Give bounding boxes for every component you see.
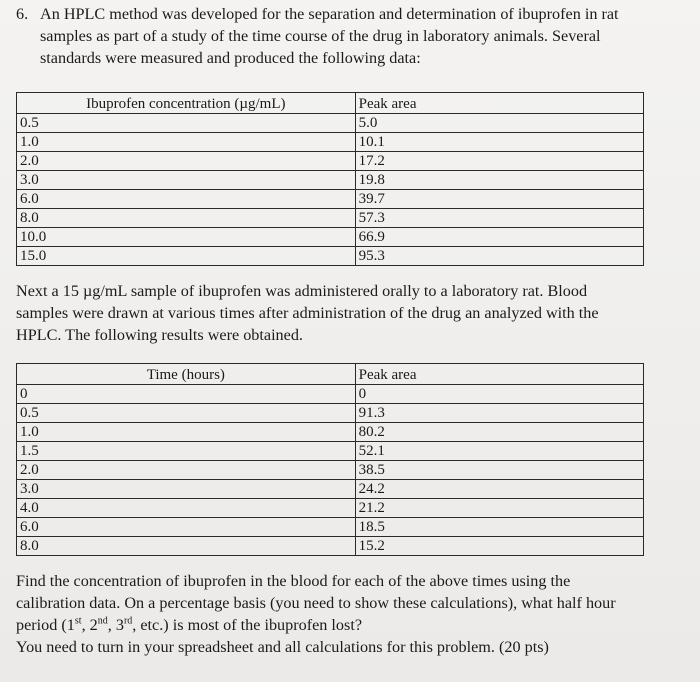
- calibration-row: [17, 228, 644, 247]
- calibration-cell-x: 10.0: [17, 228, 356, 247]
- calibration-cell-x: 8.0: [17, 209, 356, 228]
- ordinal-suffix-2: nd: [97, 615, 108, 627]
- time-table: [16, 363, 644, 556]
- calibration-row: [17, 247, 644, 266]
- final-paragraph: [16, 570, 686, 658]
- calibration-table: [16, 92, 644, 266]
- time-cell-peak-area: 52.1: [355, 442, 643, 461]
- final-line-4: You need to turn in your spreadsheet and all calculations for this problem. (20 pts): [16, 638, 549, 656]
- time-header-hours: Time (hours): [17, 364, 356, 385]
- time-row: [17, 404, 644, 423]
- time-cell-peak-area: 24.2: [355, 480, 643, 499]
- time-cell-peak-area: 80.2: [355, 423, 643, 442]
- calibration-cell-x: 3.0: [17, 171, 356, 190]
- time-cell-x: 8.0: [17, 537, 356, 556]
- time-header-row: [17, 364, 644, 385]
- final-line-1: Find the concentration of ibuprofen in the blood for each of the above times using the: [16, 572, 571, 590]
- time-header-peak-area: Peak area: [355, 364, 643, 385]
- calibration-table-body: [17, 93, 644, 266]
- time-row: [17, 518, 644, 537]
- calibration-cell-peak-area: 10.1: [355, 133, 643, 152]
- intro-line-1: An HPLC method was developed for the separation and determination of ibuprofen in rat: [40, 5, 619, 23]
- final-line-3-part-b: , 2: [81, 616, 98, 634]
- final-line-3: [16, 616, 362, 634]
- time-cell-peak-area: 15.2: [355, 537, 643, 556]
- calibration-cell-x: 0.5: [17, 114, 356, 133]
- calibration-cell-x: 6.0: [17, 190, 356, 209]
- time-cell-peak-area: 91.3: [355, 404, 643, 423]
- calibration-cell-peak-area: 5.0: [355, 114, 643, 133]
- time-cell-peak-area: 38.5: [355, 461, 643, 480]
- time-cell-x: 1.5: [17, 442, 356, 461]
- time-row: [17, 480, 644, 499]
- calibration-cell-peak-area: 19.8: [355, 171, 643, 190]
- time-cell-peak-area: 18.5: [355, 518, 643, 537]
- calibration-row: [17, 114, 644, 133]
- time-row: [17, 461, 644, 480]
- calibration-cell-x: 1.0: [17, 133, 356, 152]
- time-cell-x: 2.0: [17, 461, 356, 480]
- calibration-cell-peak-area: 66.9: [355, 228, 643, 247]
- calibration-header-row: [17, 93, 644, 114]
- time-cell-x: 4.0: [17, 499, 356, 518]
- time-row: [17, 537, 644, 556]
- calibration-cell-peak-area: 57.3: [355, 209, 643, 228]
- final-line-3-part-c: , 3: [107, 616, 124, 634]
- ordinal-suffix-1: st: [74, 615, 82, 627]
- calibration-cell-peak-area: 17.2: [355, 152, 643, 171]
- calibration-row: [17, 171, 644, 190]
- intro-line-2: samples as part of a study of the time course of the drug in laboratory animals. Several: [40, 27, 601, 45]
- time-row: [17, 499, 644, 518]
- calibration-cell-x: 15.0: [17, 247, 356, 266]
- time-cell-peak-area: 21.2: [355, 499, 643, 518]
- calibration-cell-x: 2.0: [17, 152, 356, 171]
- calibration-row: [17, 190, 644, 209]
- time-cell-x: 3.0: [17, 480, 356, 499]
- time-row: [17, 442, 644, 461]
- calibration-cell-peak-area: 39.7: [355, 190, 643, 209]
- time-table-body: [17, 364, 644, 556]
- time-row: [17, 385, 644, 404]
- time-cell-x: 0: [17, 385, 356, 404]
- problem-number: 6.: [16, 5, 29, 23]
- calibration-header-concentration: Ibuprofen concentration (µg/mL): [17, 93, 356, 114]
- time-cell-x: 1.0: [17, 423, 356, 442]
- final-line-2: calibration data. On a percentage basis (you need to show these calculations), what half hour: [16, 594, 616, 612]
- intro-line-3: standards were measured and produced the following data:: [40, 49, 421, 67]
- time-cell-peak-area: 0: [355, 385, 643, 404]
- ordinal-suffix-3: rd: [123, 615, 133, 627]
- final-line-3-part-d: , etc.) is most of the ibuprofen lost?: [132, 616, 363, 634]
- middle-line-1: Next a 15 µg/mL sample of ibuprofen was administered orally to a laboratory rat. Blood: [16, 282, 588, 300]
- middle-line-3: HPLC. The following results were obtained.: [16, 326, 303, 344]
- time-row: [17, 423, 644, 442]
- problem-intro: [16, 3, 686, 69]
- middle-paragraph: [16, 280, 686, 346]
- time-cell-x: 6.0: [17, 518, 356, 537]
- calibration-row: [17, 209, 644, 228]
- calibration-row: [17, 133, 644, 152]
- final-line-3-part-a: period (1: [16, 616, 75, 634]
- calibration-row: [17, 152, 644, 171]
- middle-line-2: samples were drawn at various times after administration of the drug an analyzed with the: [16, 304, 599, 322]
- calibration-cell-peak-area: 95.3: [355, 247, 643, 266]
- time-cell-x: 0.5: [17, 404, 356, 423]
- calibration-header-peak-area: Peak area: [355, 93, 643, 114]
